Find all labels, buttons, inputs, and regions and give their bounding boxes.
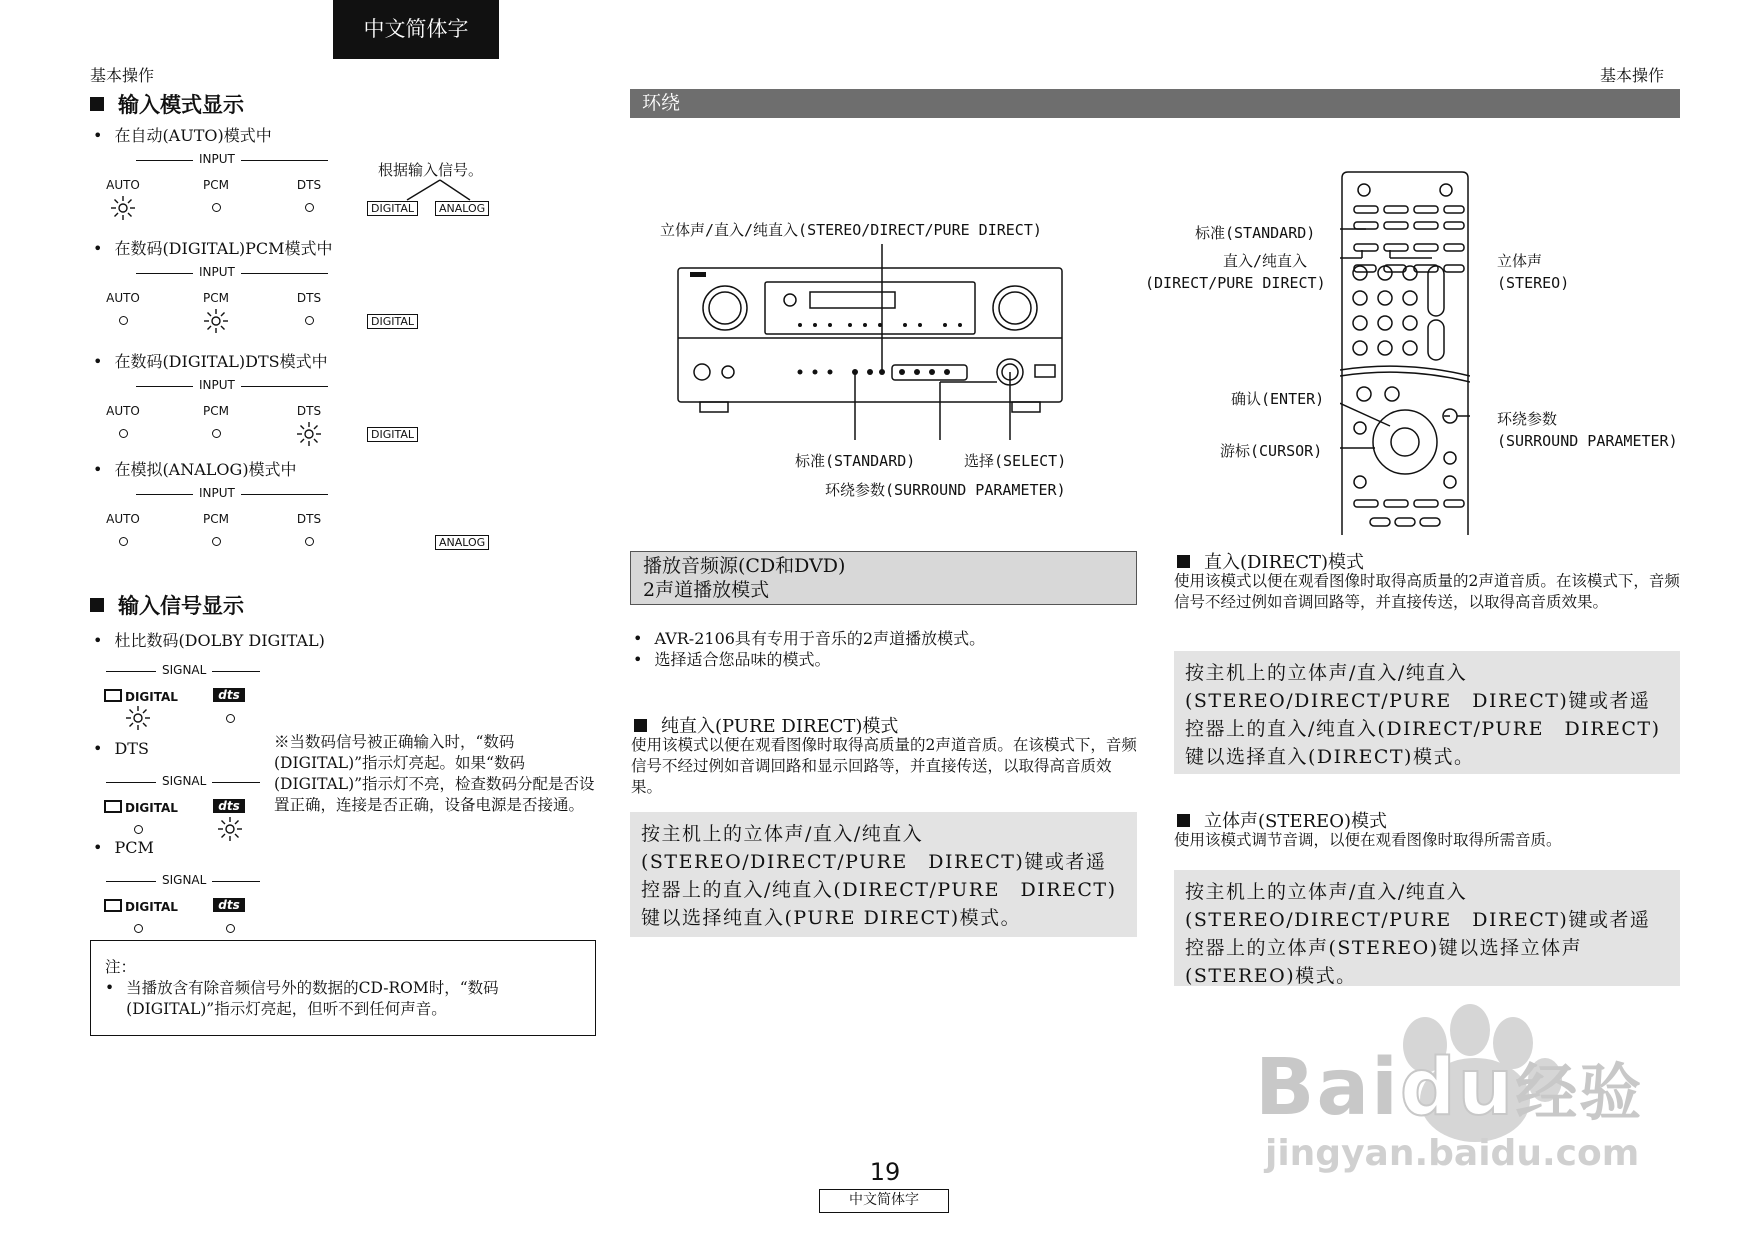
indicator-led	[212, 203, 221, 212]
receiver-front-panel-illustration	[670, 240, 1070, 440]
dolby-digital-logo: DIGITAL	[104, 899, 178, 914]
watermark-brand: Bai	[1255, 1043, 1400, 1133]
main-surround-param-label: 环绕参数(SURROUND PARAMETER)	[825, 481, 1066, 499]
input-group-title: INPUT	[193, 152, 241, 166]
square-bullet-icon	[90, 97, 104, 111]
input-indicator-label: PCM	[203, 404, 229, 418]
watermark-brand2: du	[1399, 1043, 1516, 1133]
input-indicator-label: DTS	[296, 512, 322, 526]
playback-bullet: • 选择适合您品味的模式。	[633, 647, 830, 670]
signal-group-title: SIGNAL	[156, 774, 212, 788]
stereo-heading: 立体声(STEREO)模式	[1177, 807, 1387, 833]
square-bullet-icon	[1177, 555, 1190, 568]
indicator-led	[212, 429, 221, 438]
indicator-led	[226, 714, 235, 723]
remote-control-illustration	[1340, 170, 1470, 535]
playback-heading-box	[630, 551, 1137, 605]
signal-note: ※当数码信号被正确输入时，“数码(DIGITAL)”指示灯亮起。如果“数码(DIGITAL)”指示灯不亮，检查数码分配是否设置正确，连接是否正确，设备电源是否接通。	[274, 733, 595, 814]
input-indicator-label: PCM	[203, 178, 229, 192]
input-mode-note: 根据输入信号。	[378, 161, 484, 179]
indicator-led	[305, 203, 314, 212]
footer-language-label: 中文简体字	[819, 1189, 949, 1213]
lit-indicator-icon	[203, 308, 229, 334]
signal-tag: DIGITAL	[367, 427, 418, 442]
input-indicator-label: DTS	[296, 178, 322, 192]
note-box: 注： • 当播放含有除音频信号外的数据的CD-ROM时，“数码(DIGITAL)”指示灯亮起，但听不到任何声音。	[90, 940, 596, 1036]
input-group-title: INPUT	[193, 265, 241, 279]
remote-direct-label-1: 直入/纯直入	[1223, 252, 1308, 270]
direct-heading: 直入(DIRECT)模式	[1177, 548, 1364, 574]
playback-heading-line1: 播放音频源(CD和DVD)	[643, 555, 846, 577]
input-group-title: INPUT	[193, 378, 241, 392]
lit-indicator-icon	[217, 816, 243, 842]
branch-lines	[395, 178, 485, 202]
input-group-title: INPUT	[193, 486, 241, 500]
dolby-digital-logo: DIGITAL	[104, 800, 178, 815]
signal-tag: ANALOG	[435, 535, 489, 550]
remote-standard-label: 标准(STANDARD)	[1195, 224, 1316, 242]
dolby-digital-logo: DIGITAL	[104, 689, 178, 704]
remote-direct-label-2: (DIRECT/PURE DIRECT)	[1145, 274, 1326, 292]
baidu-watermark	[1255, 985, 1685, 1185]
running-head-left: 基本操作	[90, 66, 155, 85]
remote-surround-param-label-1: 环绕参数	[1497, 410, 1558, 428]
input-mode-item: • 在数码(DIGITAL)PCM模式中	[93, 236, 333, 259]
stereo-text: 使用该模式调节音调，以便在观看图像时取得所需音质。	[1174, 831, 1562, 849]
input-indicator-label: PCM	[203, 512, 229, 526]
input-indicator-label: AUTO	[106, 404, 140, 418]
watermark-url: jingyan.baidu.com	[1265, 1133, 1640, 1174]
remote-enter-label: 确认(ENTER)	[1231, 390, 1325, 408]
indicator-led	[134, 924, 143, 933]
signal-tag: DIGITAL	[367, 201, 418, 216]
dts-logo: dts	[213, 898, 245, 912]
input-mode-item: • 在模拟(ANALOG)模式中	[93, 457, 297, 480]
watermark-brand-cn: 经验	[1515, 1056, 1644, 1129]
indicator-led	[134, 825, 143, 834]
running-head-right: 基本操作	[1600, 66, 1665, 85]
input-indicator-label: AUTO	[106, 512, 140, 526]
input-indicator-label: DTS	[296, 291, 322, 305]
dts-logo: dts	[213, 799, 245, 813]
remote-stereo-label-1: 立体声	[1497, 252, 1543, 270]
pure-direct-heading: 纯直入(PURE DIRECT)模式	[634, 712, 898, 738]
signal-group-title: SIGNAL	[156, 663, 212, 677]
indicator-led	[305, 316, 314, 325]
signal-item: • 杜比数码(DOLBY DIGITAL)	[93, 628, 325, 651]
input-indicator-label: PCM	[203, 291, 229, 305]
square-bullet-icon	[90, 598, 104, 612]
direct-instruction-box: 按主机上的立体声/直入/纯直入(STEREO/DIRECT/PURE DIRECT)键或者遥控器上的直入/纯直入(DIRECT/PURE DIRECT)键以选择直入(DIRECT)模式。	[1174, 651, 1680, 774]
main-standard-label: 标准(STANDARD)	[795, 452, 916, 470]
section-title-bar: 环绕	[630, 89, 1680, 118]
signal-item: • PCM	[93, 838, 154, 857]
indicator-led	[119, 316, 128, 325]
language-tab: 中文简体字	[333, 0, 499, 59]
direct-text: 使用该模式以便在观看图像时取得高质量的2声道音质。在该模式下，音频信号不经过例如音调回路等，并直接传送，以取得高音质效果。	[1174, 572, 1680, 611]
indicator-led	[212, 537, 221, 546]
signal-tag: ANALOG	[435, 201, 489, 216]
pure-direct-instruction-box: 按主机上的立体声/直入/纯直入(STEREO/DIRECT/PURE DIRECT)键或者遥控器上的直入/纯直入(DIRECT/PURE DIRECT)键以选择纯直入(PURE DIRECT)模式。	[630, 812, 1137, 937]
input-mode-item: • 在自动(AUTO)模式中	[93, 123, 272, 146]
signal-tag: DIGITAL	[367, 314, 418, 329]
signal-item: • DTS	[93, 739, 149, 758]
lit-indicator-icon	[110, 195, 136, 221]
stereo-instruction-box: 按主机上的立体声/直入/纯直入(STEREO/DIRECT/PURE DIRECT)键或者遥控器上的立体声(STEREO)键以选择立体声(STEREO)模式。	[1174, 870, 1680, 986]
input-indicator-label: DTS	[296, 404, 322, 418]
square-bullet-icon	[1177, 814, 1190, 827]
input-indicator-label: AUTO	[106, 291, 140, 305]
square-bullet-icon	[634, 719, 647, 732]
input-signal-heading: 输入信号显示	[90, 590, 244, 620]
note-title: 注：	[105, 958, 137, 976]
input-indicator-label: AUTO	[106, 178, 140, 192]
main-select-label: 选择(SELECT)	[964, 452, 1067, 470]
remote-cursor-label: 游标(CURSOR)	[1220, 442, 1323, 460]
playback-bullet: • AVR-2106具有专用于音乐的2声道播放模式。	[633, 626, 985, 649]
lit-indicator-icon	[296, 421, 322, 447]
remote-stereo-label-2: (STEREO)	[1497, 274, 1570, 292]
indicator-led	[119, 537, 128, 546]
main-stereo-direct-label: 立体声/直入/纯直入(STEREO/DIRECT/PURE DIRECT)	[660, 221, 1042, 239]
page-number: 19	[869, 1158, 901, 1186]
note-text: 当播放含有除音频信号外的数据的CD-ROM时，“数码(DIGITAL)”指示灯亮起，但听不到任何声音。	[126, 979, 499, 1018]
indicator-led	[119, 429, 128, 438]
input-mode-heading: 输入模式显示	[90, 89, 244, 119]
indicator-led	[305, 537, 314, 546]
indicator-led	[226, 924, 235, 933]
input-mode-item: • 在数码(DIGITAL)DTS模式中	[93, 349, 328, 372]
lit-indicator-icon	[125, 705, 151, 731]
remote-surround-param-label-2: (SURROUND PARAMETER)	[1497, 432, 1678, 450]
pure-direct-text: 使用该模式以便在观看图像时取得高质量的2声道音质。在该模式下，音频信号不经过例如音调回路和显示回路等，并直接传送，以取得高音质效果。	[631, 736, 1137, 796]
signal-group-title: SIGNAL	[156, 873, 212, 887]
dts-logo: dts	[213, 688, 245, 702]
playback-heading-line2: 2声道播放模式	[643, 579, 770, 601]
